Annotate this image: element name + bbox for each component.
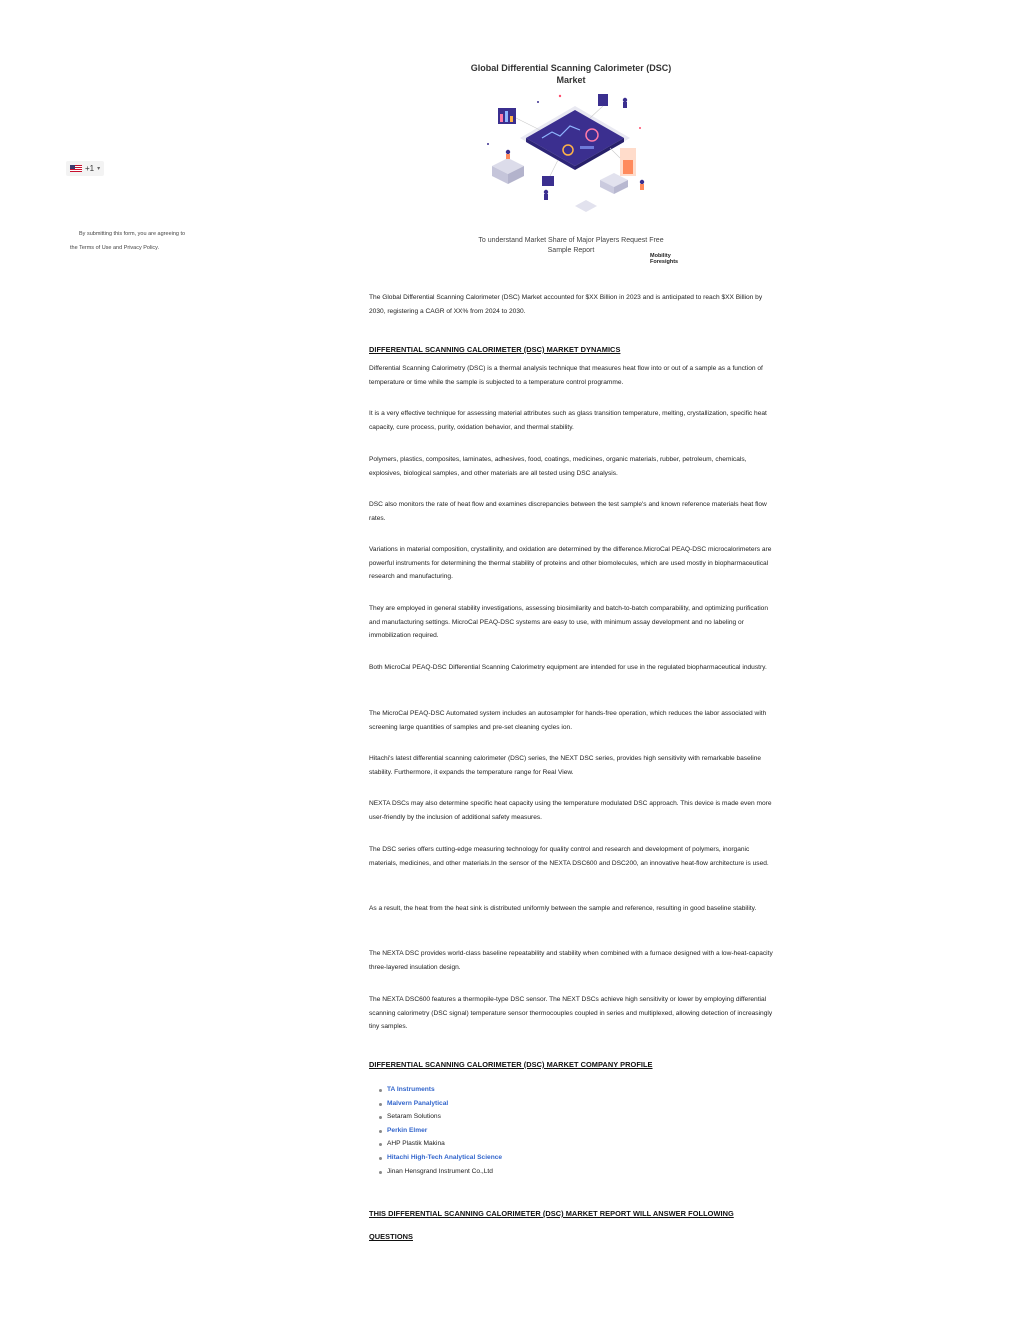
company-profile-heading: DIFFERENTIAL SCANNING CALORIMETER (DSC) MARKET COMPANY PROFILE xyxy=(369,1060,653,1069)
us-flag-icon xyxy=(70,165,82,172)
terms-link[interactable]: the Terms of Use and Privacy Policy. xyxy=(70,245,160,251)
questions-heading-continued: QUESTIONS xyxy=(369,1232,413,1241)
paragraph: Hitachi's latest differential scanning calorimeter (DSC) series, the NEXT DSC series, provides high sensitivity with remarkable baseline stability. Furthermore, it expands the temperature range for Real View. xyxy=(369,755,762,776)
paragraph: The MicroCal PEAQ-DSC Automated system includes an autosampler for hands-free operation, which reduces the labor associated with screening large quantities of samples and pre-set cleaning cycles ion. xyxy=(369,710,767,731)
company-list-item[interactable] xyxy=(378,1083,502,1097)
paragraph: The NEXTA DSC provides world-class baseline repeatability and stability when combined with a furnace designed with a low-heat-capacity three-layered insulation design. xyxy=(369,950,773,971)
company-list-item xyxy=(378,1137,502,1151)
intro-paragraph: The Global Differential Scanning Calorimeter (DSC) Market accounted for $XX Billion in 2023 and is anticipated to reach $XX Billion by 2030, registering a CAGR of XX% from 2024 to 2030. xyxy=(369,294,763,315)
company-list xyxy=(378,1083,502,1178)
request-sample-link[interactable]: To understand Market Share of Major Players Request Free Sample Report xyxy=(478,237,664,254)
questions-heading: THIS DIFFERENTIAL SCANNING CALORIMETER (DSC) MARKET REPORT WILL ANSWER FOLLOWING xyxy=(369,1209,734,1218)
phone-country-select[interactable] xyxy=(66,161,104,176)
paragraph: DSC also monitors the rate of heat flow and examines discrepancies between the test sample's and known reference materials heat flow rates. xyxy=(369,501,767,522)
phone-country-code: +1 xyxy=(85,164,95,173)
company-link[interactable]: Malvern Panalytical xyxy=(387,1099,449,1107)
paragraph: The DSC series offers cutting-edge measuring technology for quality control and research and development of polymers, inorganic materials, medicines, and other materials.In the sensor of the NEXTA DSC600 and DSC200, an innovative heat-flow architecture is used. xyxy=(369,846,769,867)
paragraph: As a result, the heat from the heat sink is distributed uniformly between the sample and reference, resulting in good baseline stability. xyxy=(369,905,757,912)
company-list-item[interactable] xyxy=(378,1151,502,1165)
brand-logo: Mobility Foresights xyxy=(650,253,679,265)
banner-title: Global Differential Scanning Calorimeter (DSC) Market xyxy=(470,63,672,85)
paragraph: The NEXTA DSC600 features a thermopile-type DSC sensor. The NEXT DSCs achieve high sensitivity or lower by employing differential scanning calorimetry (DSC signal) temperature sensor thermocouples coupled in series and multiplexed, allowing detection of increasingly tiny samples. xyxy=(369,996,773,1031)
company-list-item xyxy=(378,1110,502,1124)
company-link[interactable]: Perkin Elmer xyxy=(387,1126,428,1134)
paragraph: They are employed in general stability investigations, assessing biosimilarity and batch-to-batch comparability, and optimizing purification and manufacturing settings. MicroCal PEAQ-DSC systems are easy to use, with minimum assay development and no labeling or immobilization required. xyxy=(369,605,768,640)
paragraph: Variations in material composition, crystallinity, and oxidation are determined by the difference.MicroCal PEAQ-DSC microcalorimeters are powerful instruments for determining the thermal stability of proteins and other biomolecules, which are used mostly in biopharmaceutical research and manufacturing. xyxy=(369,546,772,581)
terms-notice: By submitting this form, you are agreeing to the Terms of Use and Privacy Policy. xyxy=(70,231,186,251)
company-list-item xyxy=(378,1165,502,1179)
paragraph: It is a very effective technique for assessing material attributes such as glass transition temperature, melting, crystallization, specific heat capacity, cure process, purity, oxidation behavior, and thermal stability. xyxy=(369,410,767,431)
company-name: Setaram Solutions xyxy=(387,1113,441,1121)
company-name: Jinan Hensgrand Instrument Co.,Ltd xyxy=(387,1167,493,1175)
paragraph: Differential Scanning Calorimetry (DSC) is a thermal analysis technique that measures heat flow into or out of a sample as a function of temperature or time while the sample is subjected to a temperature control programme. xyxy=(369,365,763,386)
report-banner[interactable] xyxy=(455,55,687,275)
company-link[interactable]: Hitachi High-Tech Analytical Science xyxy=(387,1153,503,1161)
company-list-item[interactable] xyxy=(378,1097,502,1111)
company-link[interactable]: TA Instruments xyxy=(387,1086,435,1093)
company-name: AHP Plastik Makina xyxy=(387,1140,445,1148)
paragraph: NEXTA DSCs may also determine specific heat capacity using the temperature modulated DSC approach. This device is made even more user-friendly by the inclusion of additional safety measures. xyxy=(369,800,772,821)
paragraph: Polymers, plastics, composites, laminates, adhesives, food, coatings, medicines, organic materials, rubber, petroleum, chemicals, explosives, biological samples, and other materials are all tested using DSC analysis. xyxy=(369,456,747,477)
chevron-down-icon: ▾ xyxy=(97,166,101,172)
dynamics-heading: DIFFERENTIAL SCANNING CALORIMETER (DSC) MARKET DYNAMICS xyxy=(369,345,621,354)
dashboard-illustration-icon xyxy=(480,88,670,233)
company-list-item[interactable] xyxy=(378,1124,502,1138)
paragraph: Both MicroCal PEAQ-DSC Differential Scanning Calorimetry equipment are intended for use in the regulated biopharmaceutical industry. xyxy=(369,664,767,671)
